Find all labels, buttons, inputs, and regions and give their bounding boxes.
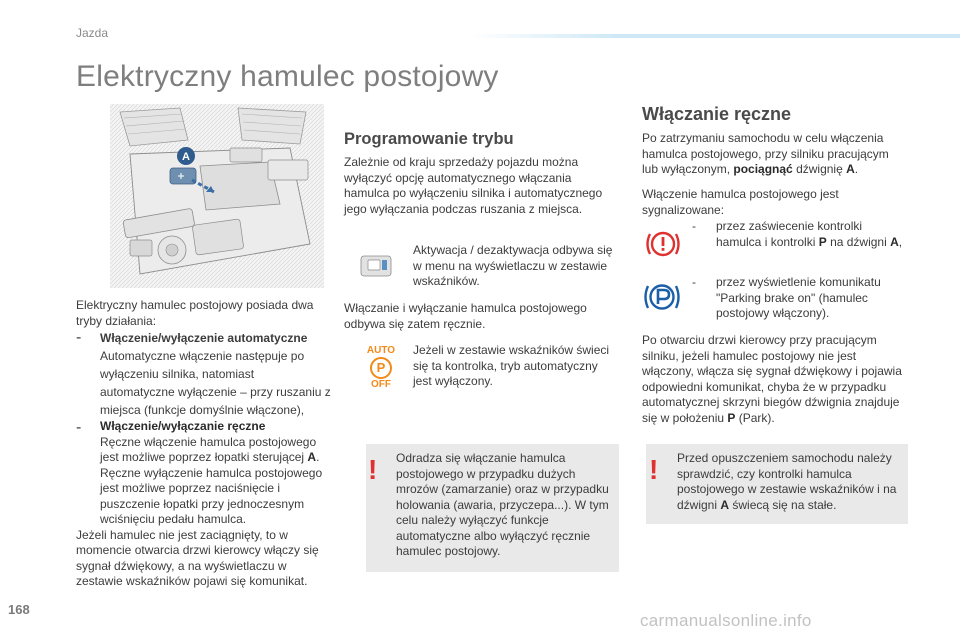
intro-text: Elektryczny hamulec postojowy posiada dwa tryby działania: xyxy=(76,298,314,328)
bullet-indicator-lamp: - przez zaświecenie kontrolki hamulca i kontrolki P na dźwigni A, xyxy=(692,219,903,249)
mode-auto-title: Włączenie/wyłączenie automatyczne xyxy=(100,331,308,345)
page-title: Elektryczny hamulec postojowy xyxy=(76,60,499,93)
activation-paragraph: Aktywacja / dezaktywacja odbywa się w menu na wyświetlaczu w zestawie wskaźników. xyxy=(413,243,613,288)
auto-p-off-icon xyxy=(364,346,398,390)
mode-manual-title: Włączenie/wyłączanie ręczne xyxy=(100,419,266,433)
warning-exclamation-icon: ! xyxy=(649,454,659,485)
auto-label: AUTO xyxy=(366,345,396,356)
mode-auto-text: Automatyczne włączenie następuje po wyłączeniu silnika, natomiast automatyczne wyłączenie – przy ruszaniu z miejsca (funkcje domyślnie włączone), xyxy=(100,349,331,417)
console-drawing xyxy=(110,104,324,288)
auto-p-circle: P xyxy=(370,357,392,379)
warning-exclamation-icon: ! xyxy=(368,454,378,485)
manual-paragraph: Włączanie i wyłączanie hamulca postojowego odbywa się zatem ręcznie. xyxy=(344,301,587,331)
left-column xyxy=(76,298,332,590)
mode-manual-lever-a: A xyxy=(307,450,317,464)
watermark: carmanualsonline.info xyxy=(640,611,812,630)
page-number: 168 xyxy=(8,602,30,617)
dashboard-illustration xyxy=(110,104,324,288)
bullet-message: - przez wyświetlenie komunikatu "Parking brake on" (hamulec postojowy włączony). xyxy=(692,275,881,320)
off-label: OFF xyxy=(371,379,391,390)
section-label: Jazda xyxy=(76,26,109,40)
heading-programowanie: Programowanie trybu xyxy=(344,130,514,148)
lever-label-a: A xyxy=(182,151,190,163)
door-open-paragraph: Po otwarciu drzwi kierowcy przy pracującym silniku, jeżeli hamulec postojowy nie jest włączony, włącza się sygnał dźwiękowy i pojawia odpowiedni komunikat, chyba że w przypadku automatycznej skrzyni biegów dźwignia znajduje się w położeniu P (Park). xyxy=(642,333,902,425)
leave-vehicle-warning-text: Przed opuszczeniem samochodu należy sprawdzić, czy kontrolki hamulca postojowego w zestawie wskaźników i na dźwigni A świecą się na stałe. xyxy=(677,451,897,512)
signalled-paragraph: Włączenie hamulca postojowego jest sygnalizowane: xyxy=(642,187,839,217)
leave-vehicle-warning-box xyxy=(646,444,908,524)
mode-manual-text-a: Ręczne włączenie hamulca postojowego jest możliwe poprzez łopatki sterującej xyxy=(100,434,317,464)
closing-text: Jeżeli hamulec nie jest zaciągnięty, to w momencie otwarcia drzwi kierowcy włączy się sygnał dźwiękowy, a na wyświetlaczu w zestawie wskaźników pojawi się komunikat. xyxy=(76,527,319,588)
manual-apply-paragraph: Po zatrzymaniu samochodu w celu włączenia hamulca postojowego, przy silniku pracującym lub wyłączonym, pociągnąć dźwignię A. xyxy=(642,131,889,176)
parking-brake-icon xyxy=(642,280,682,314)
brake-warning-icon xyxy=(644,228,682,260)
mode-auto-item: - Włączenie/wyłączenie automatyczne Automatyczne włączenie następuje po wyłączeniu silnika, natomiast automatyczne wyłączenie – przy ruszaniu z miejsca (funkcje domyślnie włączone), xyxy=(76,329,331,417)
frost-warning-box xyxy=(366,444,619,572)
mode-manual-text-b: Ręczne wyłączenie hamulca postojowego jest możliwe poprzez naciśnięcie i puszczenie łopatki przy jednoczesnym wciśnięciu pedału hamulca. xyxy=(100,465,323,526)
header-divider xyxy=(470,34,960,38)
programming-paragraph: Zależnie od kraju sprzedaży pojazdu można wyłączyć opcję automatycznego włączania hamulca po wyłączeniu silnika i automatycznego jego wyłączania podczas ruszania z miejsca. xyxy=(344,155,603,216)
auto-off-paragraph: Jeżeli w zestawie wskaźników świeci się ta kontrolka, tryb automatyczny jest wyłączony. xyxy=(413,343,610,388)
frost-warning-text: Odradza się włączanie hamulca postojowego w przypadku dużych mrozów (zamarzanie) oraz w przypadku holowania (awaria, przyczepa...). W tym celu należy wyłączyć funkcje automatyczne albo wyłączyć ręcznie hamulec postojowy. xyxy=(396,451,609,558)
display-menu-icon xyxy=(360,254,392,278)
heading-wlaczanie-reczne: Włączanie ręczne xyxy=(642,104,792,124)
mode-manual-item: - Włączenie/wyłączanie ręczne Ręczne włączenie hamulca postojowego jest możliwe poprzez łopatki sterującej A. Ręczne wyłączenie hamulca postojowego jest możliwe poprzez naciśnięcie i puszczenie łopatki przy jednoczesnym wciśnięciu pedału hamulca. xyxy=(76,419,323,526)
